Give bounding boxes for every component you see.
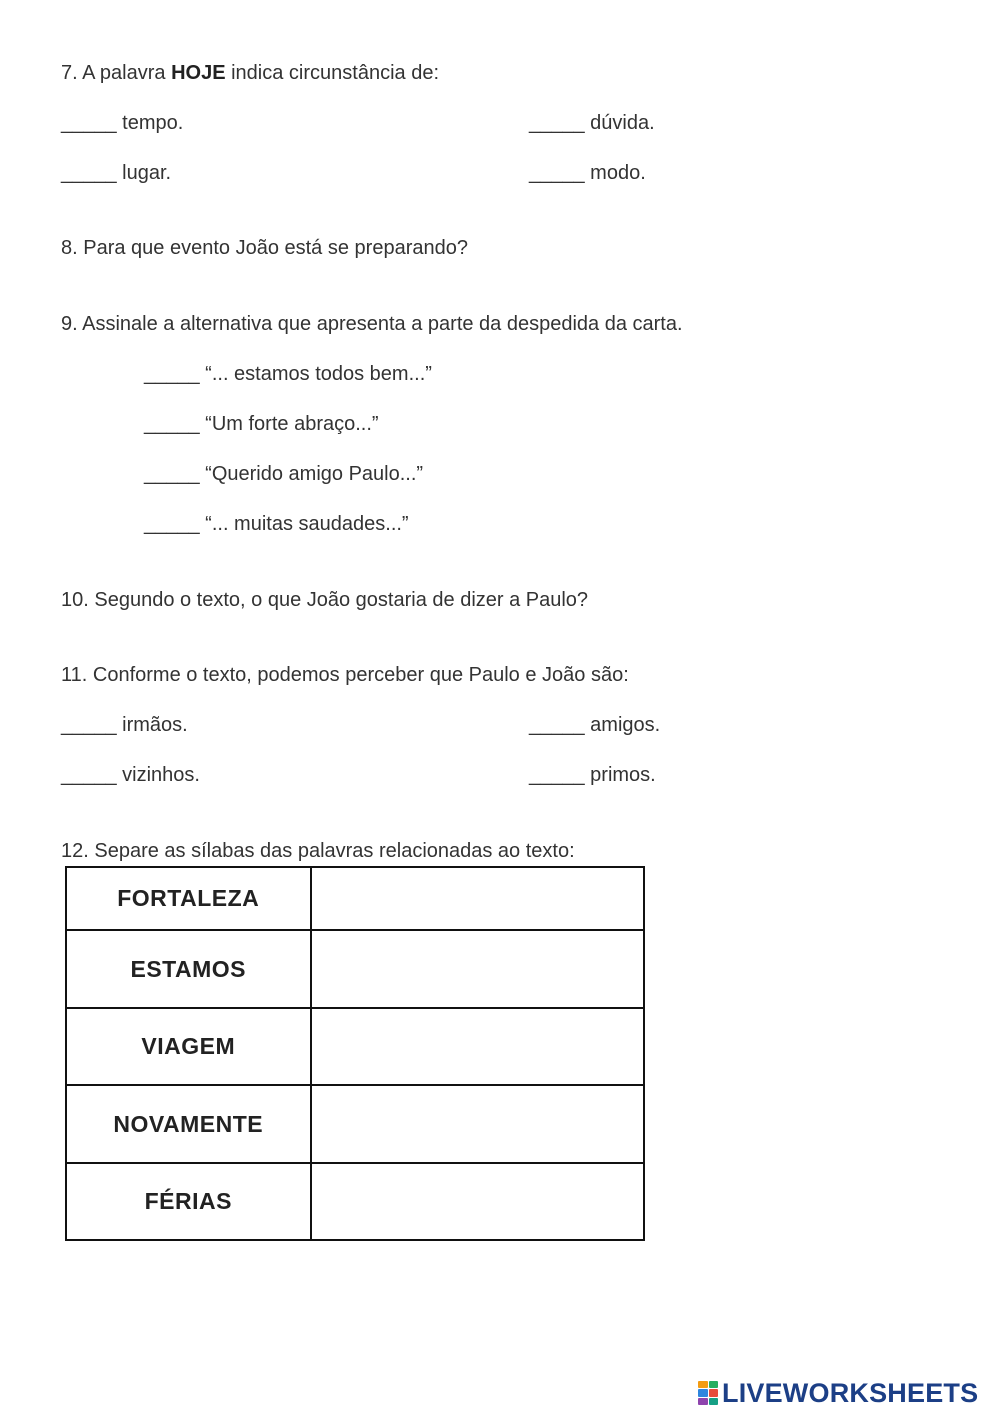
table-row	[66, 1163, 644, 1240]
table-row	[66, 1085, 644, 1163]
logo-block	[709, 1398, 719, 1405]
answer-cell[interactable]	[311, 1163, 644, 1240]
q7-option-duvida[interactable]: _____ dúvida.	[529, 112, 655, 134]
question-8: 8. Para que evento João está se preparando?	[61, 237, 468, 259]
word-cell: VIAGEM	[66, 1008, 311, 1085]
answer-cell[interactable]	[311, 1085, 644, 1163]
q11-option-primos[interactable]: _____ primos.	[529, 764, 656, 786]
question-9: 9. Assinale a alternativa que apresenta a parte da despedida da carta.	[61, 313, 683, 335]
q11-option-vizinhos[interactable]: _____ vizinhos.	[61, 764, 200, 786]
word-cell: FORTALEZA	[66, 867, 311, 930]
q9-option-1[interactable]: _____ “... estamos todos bem...”	[144, 363, 432, 385]
question-12: 12. Separe as sílabas das palavras relacionadas ao texto:	[61, 840, 575, 862]
table-row	[66, 867, 644, 930]
answer-cell[interactable]	[311, 1008, 644, 1085]
logo-block	[698, 1389, 708, 1396]
table-row	[66, 1008, 644, 1085]
keyword-hoje: HOJE	[171, 62, 226, 84]
logo-block	[709, 1381, 719, 1388]
logo-block	[698, 1381, 708, 1388]
q11-option-irmaos[interactable]: _____ irmãos.	[61, 714, 188, 736]
word-cell: NOVAMENTE	[66, 1085, 311, 1163]
q9-option-4[interactable]: _____ “... muitas saudades...”	[144, 513, 409, 535]
question-10: 10. Segundo o texto, o que João gostaria de dizer a Paulo?	[61, 589, 589, 611]
logo-block	[709, 1389, 719, 1396]
q9-option-3[interactable]: _____ “Querido amigo Paulo...”	[144, 463, 424, 485]
table-row	[66, 930, 644, 1008]
q9-option-2[interactable]: _____ “Um forte abraço...”	[144, 413, 379, 435]
word-cell: FÉRIAS	[66, 1163, 311, 1240]
logo-blocks-icon	[698, 1381, 718, 1405]
question-11: 11. Conforme o texto, podemos perceber que Paulo e João são:	[61, 664, 629, 686]
answer-cell[interactable]	[311, 930, 644, 1008]
q11-option-amigos[interactable]: _____ amigos.	[529, 714, 661, 736]
q7-option-tempo[interactable]: _____ tempo.	[61, 112, 184, 134]
question-7: 7. A palavra HOJE indica circunstância de:	[61, 62, 439, 84]
liveworksheets-logo	[698, 1378, 978, 1408]
q7-option-modo[interactable]: _____ modo.	[529, 162, 646, 184]
word-cell: ESTAMOS	[66, 930, 311, 1008]
answer-cell[interactable]	[311, 867, 644, 930]
syllable-table	[65, 866, 645, 1241]
q7-option-lugar[interactable]: _____ lugar.	[61, 162, 172, 184]
logo-block	[698, 1398, 708, 1405]
logo-text: LIVEWORKSHEETS	[722, 1377, 979, 1408]
